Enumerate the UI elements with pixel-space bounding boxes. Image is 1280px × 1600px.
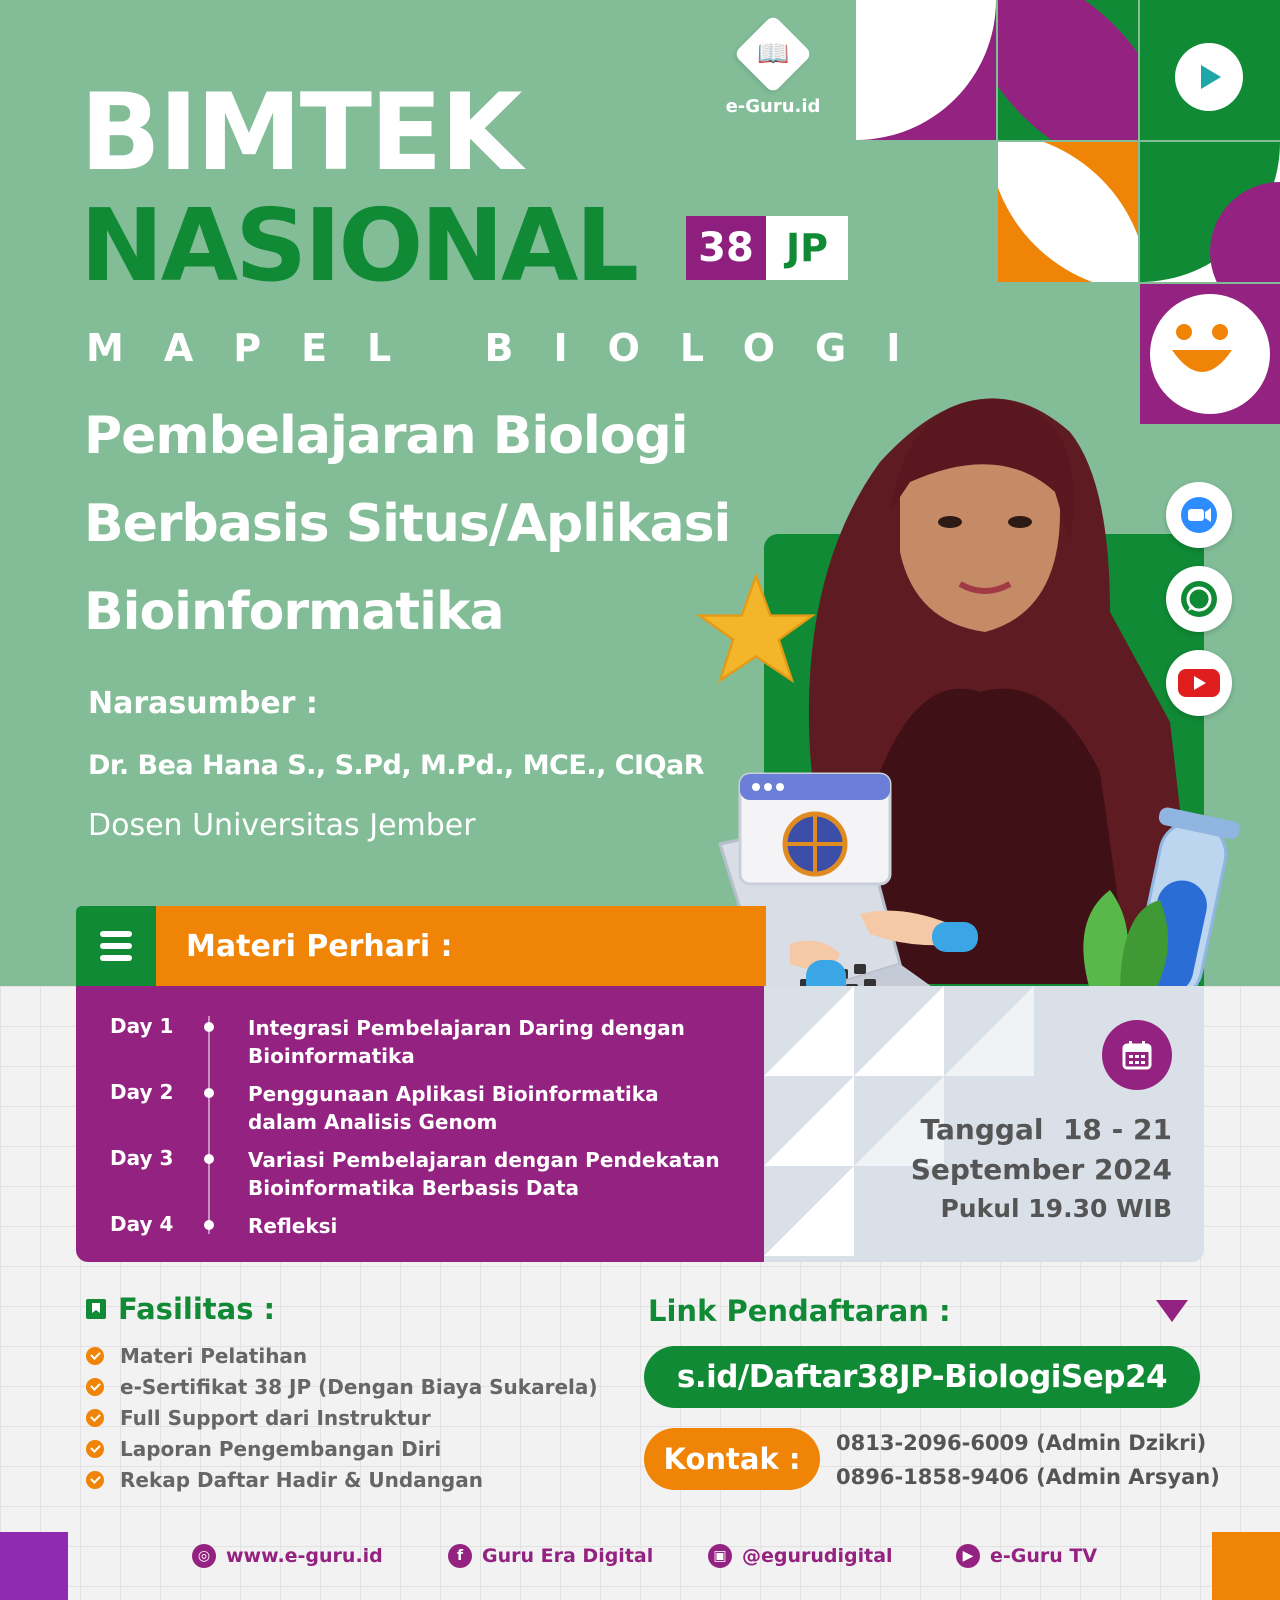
- day-label: Day 4: [110, 1212, 174, 1236]
- check-icon: [86, 1471, 104, 1489]
- facebook-icon: f: [448, 1544, 472, 1568]
- timeline-dot: [204, 1088, 214, 1098]
- whatsapp-icon: [1166, 566, 1232, 632]
- footer-text: e-Guru TV: [990, 1545, 1098, 1567]
- jp-unit: JP: [766, 216, 848, 280]
- timeline-line: [208, 1016, 210, 1234]
- footer-corner-left: [0, 1532, 68, 1600]
- title-bimtek: BIMTEK: [80, 71, 521, 194]
- materi-title: Materi Perhari :: [156, 906, 766, 986]
- registration-title: Link Pendaftaran :: [648, 1294, 951, 1328]
- test-tube-illustration: [1070, 800, 1250, 1010]
- contact-phones: [836, 1426, 1220, 1494]
- day-label: Day 1: [110, 1014, 174, 1038]
- list-item: [86, 1402, 598, 1433]
- footer-youtube[interactable]: [956, 1544, 1097, 1568]
- day-label: Day 2: [110, 1080, 174, 1104]
- check-icon: [86, 1440, 104, 1458]
- facility-text: Full Support dari Instruktur: [120, 1405, 431, 1430]
- youtube-icon: ▶: [956, 1544, 980, 1568]
- day-label: Day 3: [110, 1146, 174, 1170]
- jp-badge: [686, 216, 848, 280]
- eguru-logo: [718, 26, 828, 117]
- facility-text: Laporan Pengembangan Diri: [120, 1436, 442, 1461]
- narasumber-affiliation: Dosen Universitas Jember: [88, 808, 476, 843]
- event-date: [860, 1110, 1172, 1190]
- footer-text: Guru Era Digital: [482, 1545, 654, 1567]
- check-icon: [86, 1347, 104, 1365]
- facility-text: Rekap Daftar Hadir & Undangan: [120, 1467, 483, 1492]
- materi-header: [76, 906, 766, 986]
- timeline-dot: [204, 1154, 214, 1164]
- fasilitas-heading: [86, 1292, 275, 1326]
- list-item: [86, 1340, 598, 1371]
- course-title: [84, 392, 744, 656]
- calendar-icon: [1102, 1020, 1172, 1090]
- course-title-line: Berbasis Situs/Aplikasi: [84, 494, 731, 554]
- instagram-icon: ▣: [708, 1544, 732, 1568]
- materi-list: [76, 986, 764, 1262]
- menu-icon: [76, 906, 156, 986]
- kontak-label: Kontak :: [644, 1428, 820, 1490]
- book-icon: 📖: [733, 14, 812, 93]
- day-topic: Variasi Pembelajaran dengan Pendekatan Bioinformatika Berbasis Data: [248, 1148, 720, 1200]
- phone-number: 0896-1858-9406 (Admin Arsyan): [836, 1465, 1220, 1489]
- youtube-icon: [1166, 650, 1232, 716]
- day-topic: Integrasi Pembelajaran Daring dengan Bioinformatika: [248, 1016, 685, 1068]
- facility-text: Materi Pelatihan: [120, 1343, 308, 1368]
- footer-instagram[interactable]: [708, 1544, 893, 1568]
- fasilitas-title: Fasilitas :: [118, 1292, 276, 1326]
- fasilitas-list: [86, 1340, 598, 1495]
- footer-website[interactable]: [192, 1544, 383, 1568]
- arrow-down-icon: [1156, 1300, 1188, 1322]
- footer-text: @egurudigital: [742, 1545, 893, 1567]
- list-item: [86, 1433, 598, 1464]
- logo-text: e-Guru.id: [725, 96, 821, 117]
- date-line: September 2024: [910, 1153, 1172, 1186]
- day-topic: Penggunaan Aplikasi Bioinformatika dalam Analisis Genom: [248, 1082, 659, 1134]
- footer-text: www.e-guru.id: [226, 1545, 383, 1567]
- title-nasional: NASIONAL: [80, 187, 637, 304]
- check-icon: [86, 1378, 104, 1396]
- day-topic: Refleksi: [248, 1214, 338, 1238]
- globe-icon: ◎: [192, 1544, 216, 1568]
- play-icon: [1175, 43, 1243, 111]
- jp-number: 38: [686, 216, 766, 280]
- course-title-line: Bioinformatika: [84, 582, 504, 642]
- narasumber-name: Dr. Bea Hana S., S.Pd, M.Pd., MCE., CIQaR: [88, 750, 705, 781]
- timeline-dot: [204, 1220, 214, 1230]
- timeline-dot: [204, 1022, 214, 1032]
- zoom-icon: [1166, 482, 1232, 548]
- footer-facebook[interactable]: [448, 1544, 653, 1568]
- course-title-line: Pembelajaran Biologi: [84, 406, 688, 466]
- registration-link[interactable]: s.id/Daftar38JP-BiologiSep24: [644, 1346, 1200, 1408]
- facility-text: e-Sertifikat 38 JP (Dengan Biaya Sukarela): [120, 1374, 598, 1399]
- phone-number: 0813-2096-6009 (Admin Dzikri): [836, 1431, 1207, 1455]
- footer-corner-right: [1212, 1532, 1280, 1600]
- bookmark-icon: [86, 1299, 106, 1319]
- date-line: Tanggal 18 - 21: [920, 1113, 1172, 1146]
- event-time: Pukul 19.30 WIB: [940, 1194, 1172, 1223]
- star-icon: [696, 570, 816, 690]
- mapel-subtitle: MAPEL BIOLOGI: [86, 326, 941, 370]
- list-item: [86, 1464, 598, 1495]
- check-icon: [86, 1409, 104, 1427]
- list-item: [86, 1371, 598, 1402]
- narasumber-label: Narasumber :: [88, 686, 318, 721]
